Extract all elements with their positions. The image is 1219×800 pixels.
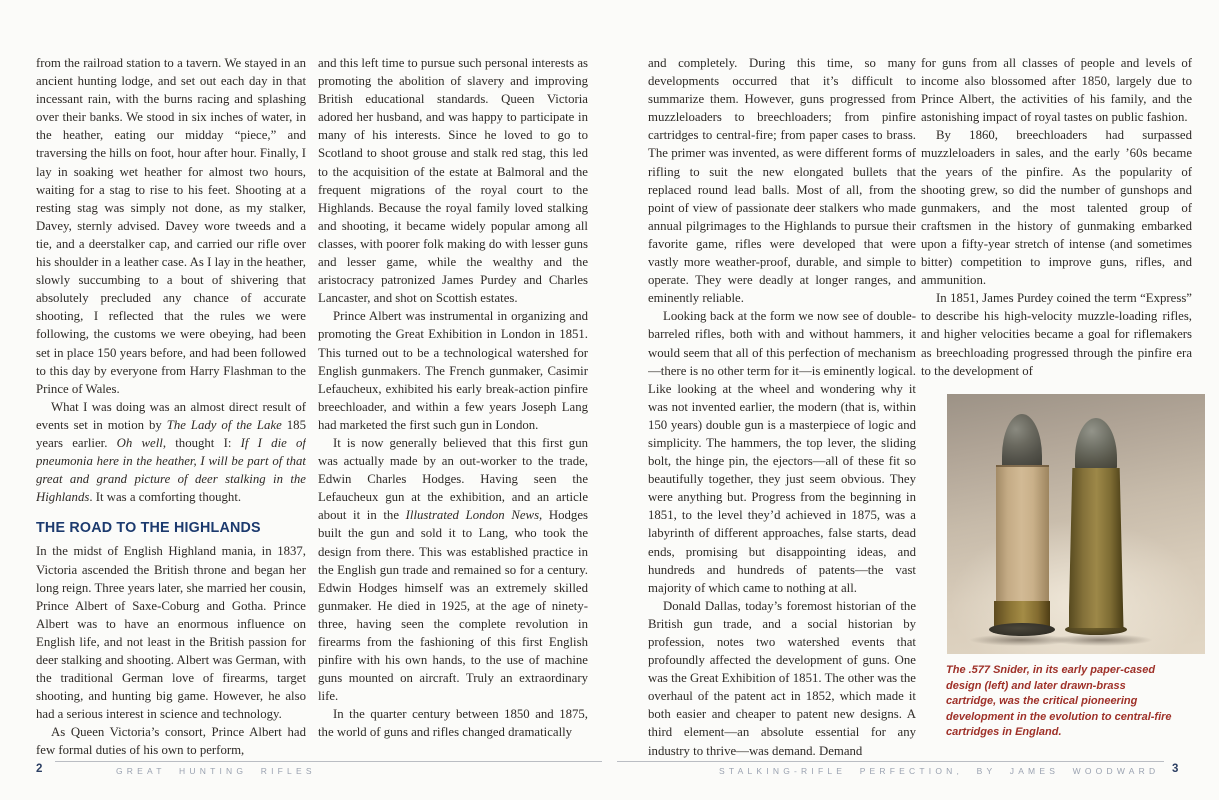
text-column-3 (648, 54, 916, 760)
paper-cased-cartridge (989, 414, 1055, 636)
paragraph: In the quarter century between 1850 and 1875, the world of guns and rifles changed dramatically (318, 707, 588, 740)
cartridge-photo (947, 394, 1205, 654)
paragraph: By 1860, breechloaders had surpassed muzzleloaders in sales, and the early ’60s became the years of the pinfire. As the popularity of shooting grew, so did the number of gunshops and gunmakers, and the most talented group of craftsmen in the history of gunmaking embarked upon a fifty-year stretch of intense (and sometimes bitter) competition to improve guns, rifles, and ammunition. (921, 128, 1192, 288)
page-number-left: 2 (36, 763, 43, 775)
text-column-1 (36, 54, 306, 760)
drawn-brass-cartridge (1065, 418, 1127, 635)
paragraph: and this left time to pursue such personal interests as promoting the abolition of slavery and improving British educational standards. Queen Victoria adored her husband, and was happy to participate in many of his interests. Since he loved to go to Scotland to shoot grouse and stalk red stag, this led to the acquisition of the estate at Balmoral and the frequent migrations of the royal court to the Highlands. Because the royal family loved stalking and shooting, it became widely popular among all classes, with poorer folk making do with lesser guns and lesser game, while the wealthy and the aristocracy patronized James Purdey and Charles Lancaster, and shot on Scottish estates. (318, 56, 588, 306)
paragraph: Prince Albert was instrumental in organizing and promoting the Great Exhibition in London in 1851. This turned out to be a technological watershed for English gunmakers. The French gunmaker, Casimir Lefaucheux, exhibited his early break-action pinfire breechloader, and within a few years Joseph Lang had marketed the first such gun in London. (318, 309, 588, 432)
footer-rule-left (55, 761, 602, 762)
figure-caption: The .577 Snider, in its early paper-cased design (left) and later drawn-brass cartridge, was the critical pioneering development in the evolution to central-fire cartridges in England. (946, 664, 1172, 739)
footer-rule-right (617, 761, 1164, 762)
paragraph: from the railroad station to a tavern. We stayed in an ancient hunting lodge, and set out each day in that incessant rain, with the burns racing and splashing over their banks. We stood in six inches of water, in the heather, eating our midday “piece,” and traversing the hills on foot, hour after hour. Finally, I lay in soaking wet heather for almost two hours, waiting for a stag to rise to his feet. Shooting at a resting stag was simply not done, as my stalker, Davey, sternly advised. Davey wore tweeds and a tie, and a deerstalker cap, and carried our rifle over his shoulder in a leather case. As I lay in the heather, slowly succumbing to a bout of shivering that absolutely precluded any chance of accurate shooting, I reflected that the rules we were following, the customs we were obeying, had been set in place 150 years before, and had been followed to this day by everyone from Harry Flashman to the Prince of Wales. (36, 56, 306, 396)
text-column-2 (318, 54, 588, 760)
paper-case-body (996, 465, 1049, 601)
cartridge-shadow (1049, 634, 1153, 646)
page-number-right: 3 (1172, 763, 1179, 775)
paragraph: and completely. During this time, so many developments occurred that it’s difficult to summarize them. However, guns progressed from muzzleloaders to breechloaders; from pinfire cartridges to central-fire; from paper cases to brass. The primer was invented, as were different forms of rifling to suit the new elongated bullets that replaced round lead balls. Most of all, from the point of view of passionate deer stalkers who made annual pilgrimages to the Highlands to pursue their favorite game, rifles were developed that were vastly more weather-proof, durable, and simple to operate. They were deadly at longer ranges, and eminently reliable. (648, 56, 916, 306)
running-title-left: GREAT HUNTING RIFLES (116, 766, 316, 776)
section-heading: THE ROAD TO THE HIGHLANDS (36, 520, 261, 537)
running-title-right: STALKING-RIFLE PERFECTION, BY JAMES WOODWARD (719, 766, 1160, 776)
paragraph: Donald Dallas, today’s foremost historian of the British gun trade, and a social historian by profession, notes two watershed events that profoundly affected the development of guns. One was the Great Exhibition of 1851. The other was the overhaul of the patent act in 1852, which made it both easier and cheaper to patent new designs. A third element—an absolute essential for any industry to thrive—was demand. Demand (648, 598, 916, 758)
paragraph: In 1851, James Purdey coined the term “Express” to describe his high-velocity muzzle-loading rifles, and higher velocities became a goal for riflemakers as breechloading progressed through the pinfire era to the development of (921, 291, 1192, 378)
paragraph: As Queen Victoria’s consort, Prince Albert had few formal duties of his own to perform, (36, 725, 306, 758)
paragraph: for guns from all classes of people and levels of income also blossomed after 1850, largely due to Prince Albert, the activities of his family, and the astonishing impact of royal tastes on public fashion. (921, 56, 1192, 125)
cartridge-rim (989, 623, 1055, 636)
paragraph: What I was doing was an almost direct result of events set in motion by The Lady of the Lake 185 years earlier. Oh well, thought I: If I die of pneumonia here in the heather, I will be part of that great and grand picture of deer stalking in the Highlands. It was a comforting thought. (36, 399, 306, 505)
paragraph: In the midst of English Highland mania, in 1837, Victoria ascended the British throne and began her long reign. Three years later, she married her cousin, Prince Albert of Saxe-Coburg and Gotha. Prince Albert was to have an enormous influence on English life, and not least in the British passion for deer stalking and shooting. Albert was German, with the traditional German love of firearms, target shooting, and hunting big game. However, he also had a serious interest in science and technology. (36, 544, 306, 722)
paragraph: It is now generally believed that this first gun was actually made by an out-worker to the trade, Edwin Charles Hodges. Having seen the Lefaucheux gun at the exhibition, and an article about it in the Illustrated London News, Hodges built the gun and sold it to Lang, who took the design from there. This was established practice in the English gun trade and remained so for a century. Edwin Hodges himself was an extremely skilled gunmaker. He died in 1925, at the age of ninety-three, having seen the complete revolution in firearms from the fashioning of this first English pinfire with his own hands, to the use of machine guns mounted on aircraft. Truly an extraordinary life. (318, 435, 588, 704)
lead-bullet (1075, 418, 1117, 470)
brass-case-body (1069, 468, 1124, 628)
paragraph: Looking back at the form we now see of double-barreled rifles, both with and without hammers, it would seem that all of this perfection of mechanism—there is no other term for it—is eminently logical. Like looking at the wheel and wondering why it was not invented earlier, the modern (that is, within 150 years) double gun is a masterpiece of logic and simplicity. The hammers, the top lever, the sliding bolt, the hinge pin, the ejectors—all of these fit so beautifully together, they just seem obvious. They were anything but. Progress from the beginning in 1851, to the level they’d achieved in 1875, was a labyrinth of different approaches, false starts, dead ends, promising but disappointing ideas, and hundreds and hundreds of patents—the vast majority of which came to nothing at all. (648, 309, 916, 595)
lead-bullet (1002, 414, 1042, 468)
